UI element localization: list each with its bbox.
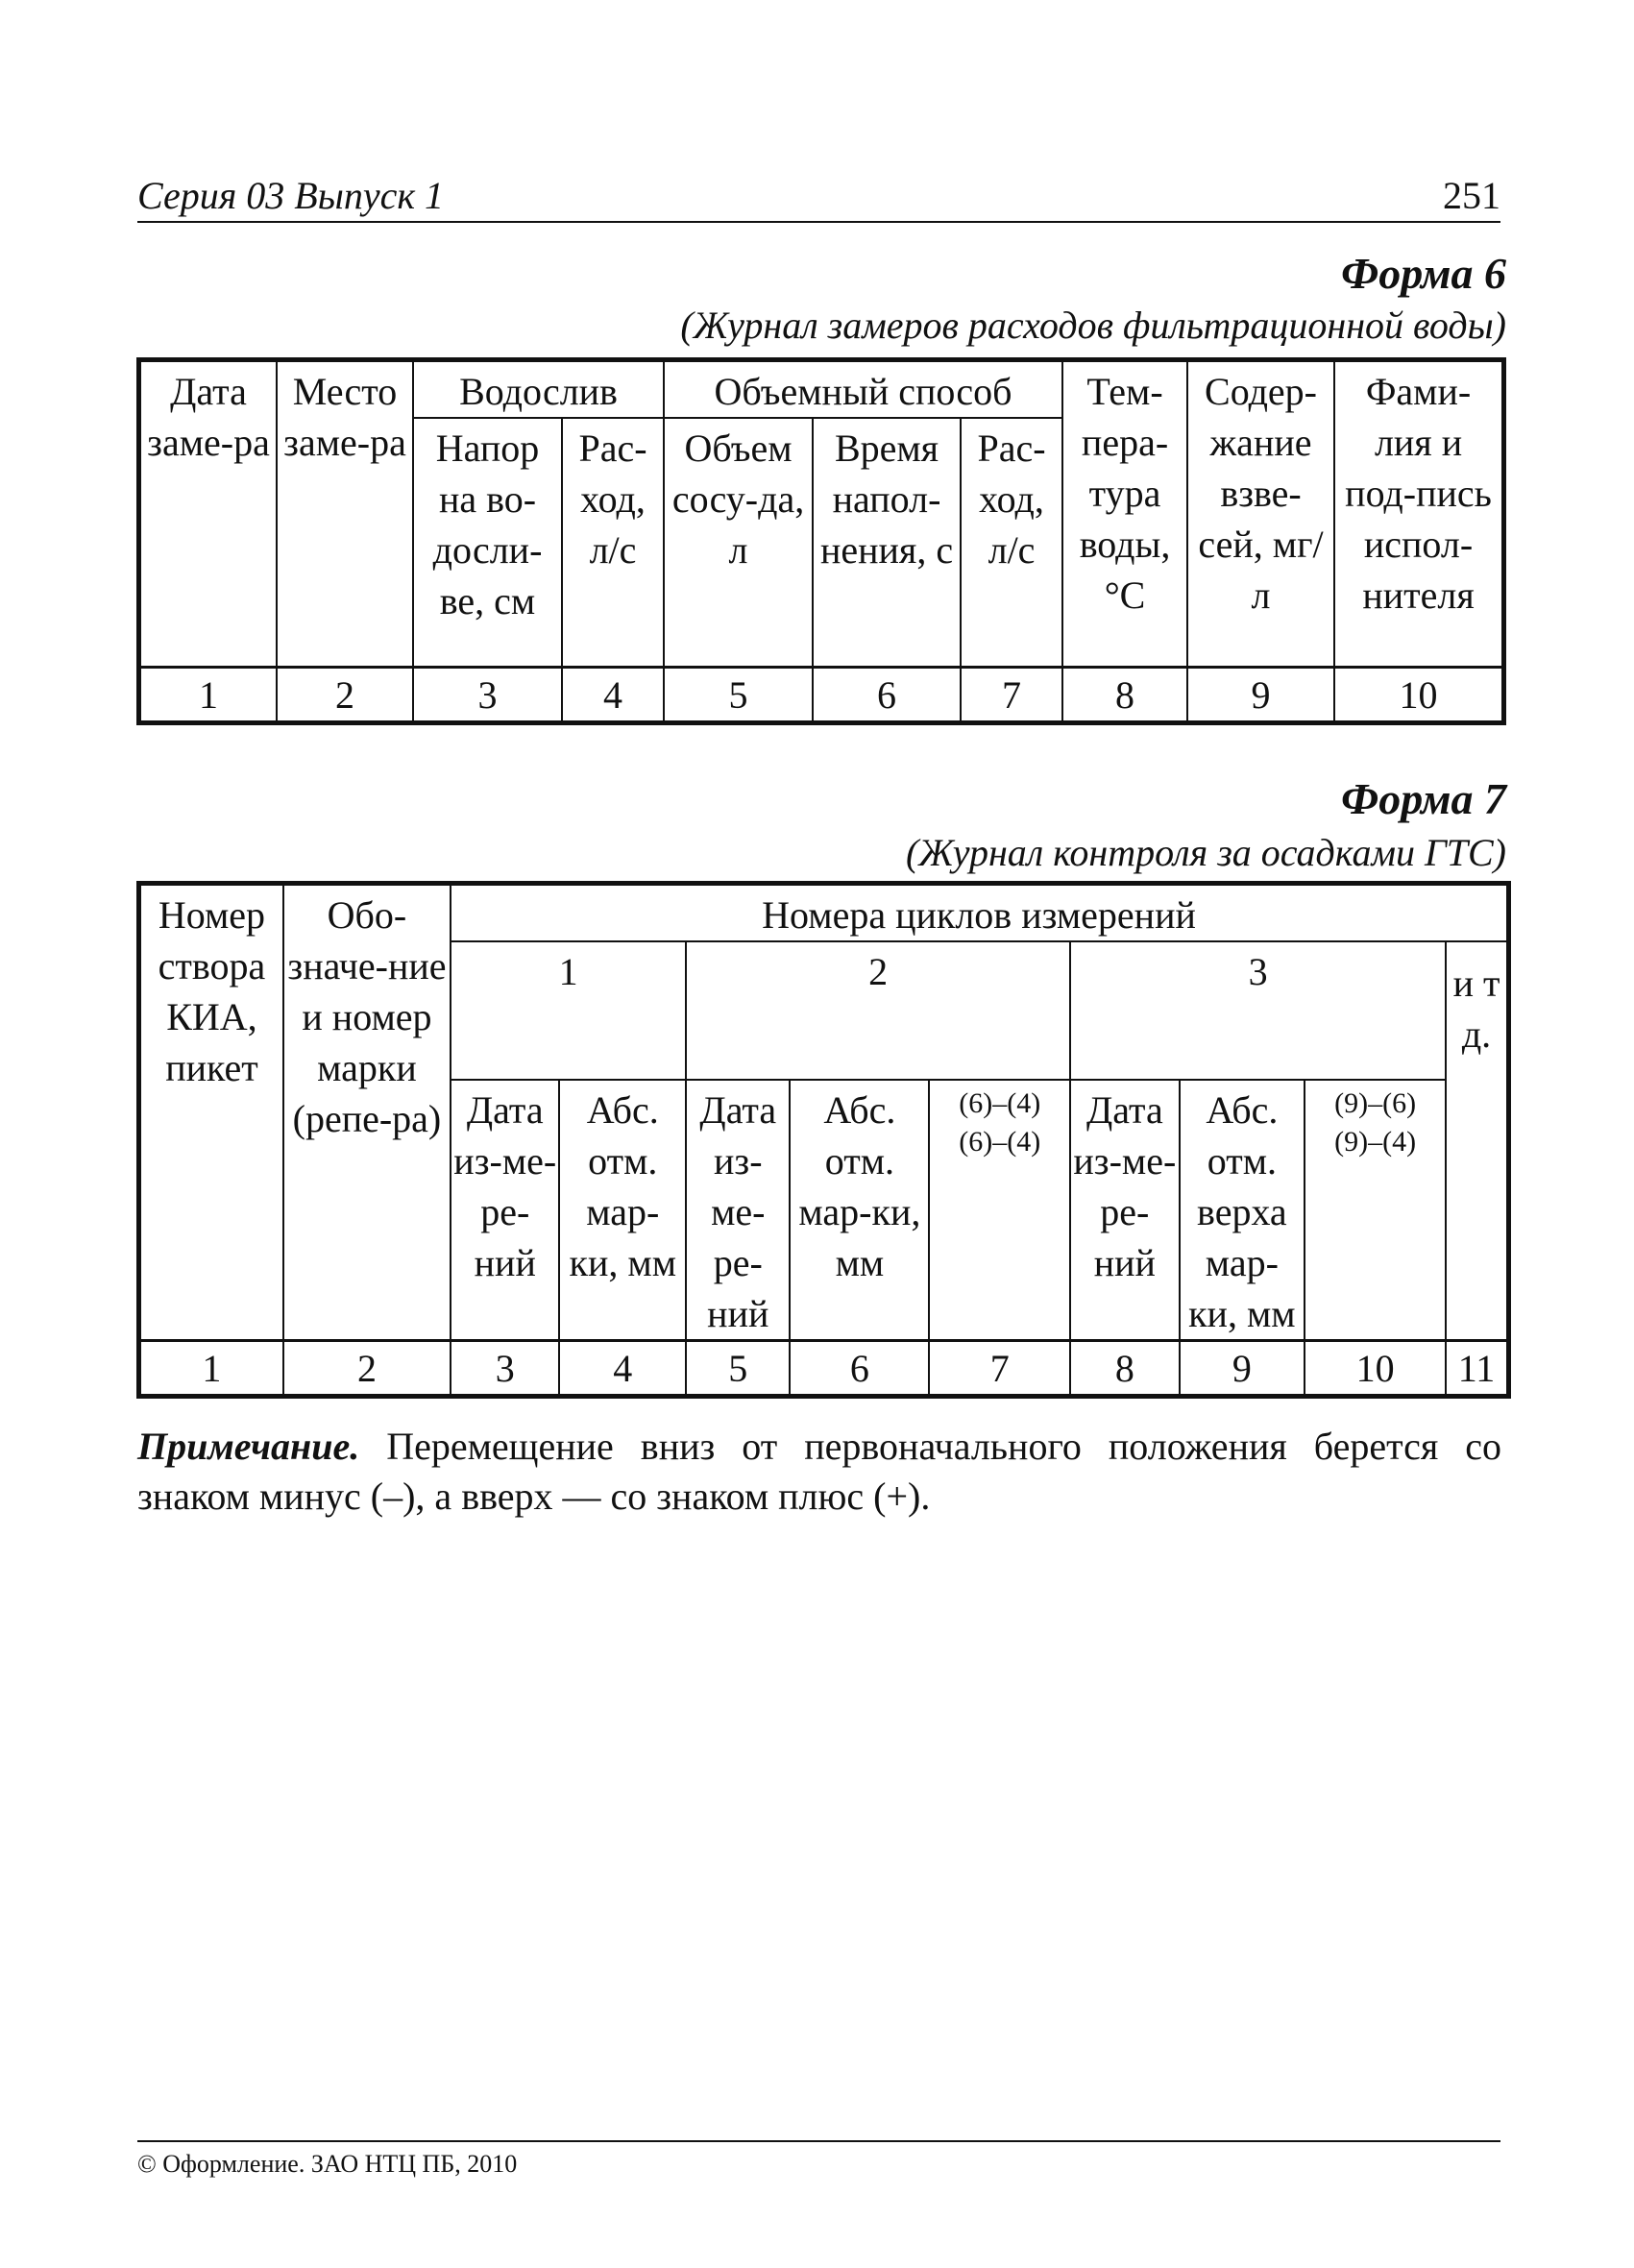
f6-weir-header: Водослив: [413, 361, 664, 418]
f6-col-number: 4: [562, 668, 664, 722]
form7-table: [139, 884, 1508, 1396]
f6-place-header: Место заме-ра: [277, 361, 413, 668]
note-label: Примечание.: [137, 1425, 360, 1468]
f6-col-number: 6: [813, 668, 961, 722]
f7-etc-header: и т д.: [1446, 941, 1507, 1341]
form6-subtitle: (Журнал замеров расходов фильтрационной воды): [680, 304, 1506, 347]
f7-col-number: 9: [1180, 1341, 1305, 1396]
f6-col-number: 2: [277, 668, 413, 722]
f7-col-number: 4: [559, 1341, 686, 1396]
footer-copyright: © Оформление. ЗАО НТЦ ПБ, 2010: [137, 2150, 518, 2178]
f7-c2-diff-b: (6)–(4): [959, 1126, 1041, 1158]
form6-title: Форма 6: [1341, 249, 1506, 298]
f6-col-number: 9: [1187, 668, 1334, 722]
f6-weir-flow-header: Рас-ход, л/с: [562, 418, 664, 668]
f7-mark-header: Обо-значе-ние и номер марки (репе-ра): [283, 885, 451, 1341]
footer-rule: [137, 2140, 1500, 2142]
f7-c1-date-header: Дата из-ме-ре-ний: [451, 1080, 559, 1341]
form6-table: [139, 360, 1503, 722]
f7-c2-diff-header: [929, 1080, 1070, 1341]
f6-vol-flow-header: Рас-ход, л/с: [961, 418, 1062, 668]
f6-col-number: 5: [664, 668, 813, 722]
f7-col-number: 5: [686, 1341, 790, 1396]
f6-temp-header: Тем-пера-тура воды, °С: [1062, 361, 1187, 668]
f6-signature-header: Фами-лия и под-пись испол-нителя: [1334, 361, 1502, 668]
f7-col-number: 3: [451, 1341, 559, 1396]
f7-c2-diff-a: (6)–(4): [959, 1087, 1041, 1119]
f6-col-number: 10: [1334, 668, 1502, 722]
f7-c3-date-header: Дата из-ме-ре-ний: [1070, 1080, 1179, 1341]
f6-col-number: 3: [413, 668, 562, 722]
f7-col-number: 10: [1305, 1341, 1446, 1396]
f6-col-number: 1: [140, 668, 277, 722]
f7-cycle-3-header: 3: [1070, 941, 1446, 1080]
f6-volumetric-header: Объемный способ: [664, 361, 1062, 418]
f7-col-number: 7: [929, 1341, 1070, 1396]
f7-cycle-2-header: 2: [686, 941, 1070, 1080]
f7-c3-diff-a: (9)–(6): [1334, 1087, 1417, 1119]
note-paragraph: [137, 1422, 1501, 1522]
f7-col-number: 8: [1070, 1341, 1179, 1396]
page-number: 251: [1443, 174, 1500, 217]
f6-col-number: 7: [961, 668, 1062, 722]
f6-vol-volume-header: Объем сосу-да, л: [664, 418, 813, 668]
f7-c2-date-header: Дата из-ме-ре-ний: [686, 1080, 790, 1341]
f7-col-number: 1: [140, 1341, 283, 1396]
f7-col-number: 2: [283, 1341, 451, 1396]
f6-suspended-header: Содер-жание взве-сей, мг/л: [1187, 361, 1334, 668]
f7-c1-abs-header: Абс. отм. мар-ки, мм: [559, 1080, 686, 1341]
f6-weir-head-header: Напор на во-досли-ве, см: [413, 418, 562, 668]
note-text: Перемещение вниз от первоначального положения берется со знаком минус (–), а вверх — со знаком плюс (+).: [137, 1425, 1501, 1518]
f7-col-number: 11: [1446, 1341, 1507, 1396]
f6-col-number: 8: [1062, 668, 1187, 722]
f7-cycles-header: Номера циклов измерений: [451, 885, 1507, 941]
f7-c3-diff-header: [1305, 1080, 1446, 1341]
f7-col-number: 6: [790, 1341, 929, 1396]
f6-date-header: Дата заме-ра: [140, 361, 277, 668]
series-label: Серия 03 Выпуск 1: [137, 174, 445, 217]
f7-c3-abs-header: Абс. отм. верха мар-ки, мм: [1180, 1080, 1305, 1341]
f7-cycle-1-header: 1: [451, 941, 686, 1080]
f7-c2-abs-header: Абс. отм. мар-ки, мм: [790, 1080, 929, 1341]
f6-vol-time-header: Время напол-нения, с: [813, 418, 961, 668]
form7-subtitle: (Журнал контроля за осадками ГТС): [905, 831, 1506, 874]
f7-section-header: Номер створа КИА, пикет: [140, 885, 283, 1341]
f7-c3-diff-b: (9)–(4): [1334, 1126, 1417, 1158]
header-rule: [137, 221, 1500, 223]
form7-title: Форма 7: [1341, 774, 1506, 823]
